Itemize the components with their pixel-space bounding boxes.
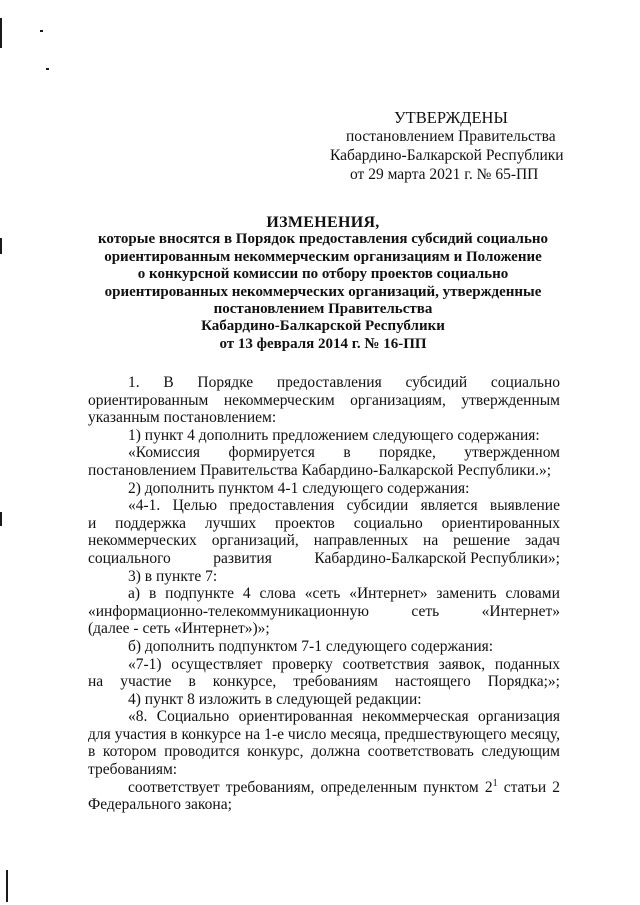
requirement-paragraph: соответствует требованиям, определенным пунктом $2^1$ статьи 2 Федерального закона; [88, 777, 560, 814]
item-1: 1) пункт 4 дополнить предложением следующего содержания: [128, 426, 540, 444]
quote-line: на участие в конкурсе, требованиям настоящего Порядка;»; [88, 673, 560, 691]
scan-mark [0, 512, 2, 526]
item-4: 4) пункт 8 изложить в следующей редакции: [128, 690, 422, 708]
subitem-b: б) дополнить подпунктом 7-1 следующего содержания: [128, 637, 494, 655]
approval-block [300, 108, 600, 184]
scan-mark [40, 30, 43, 32]
title-line: о конкурсной комиссии по отбору проектов социально [137, 266, 509, 283]
item-2: 2) дополнить пунктом 4-1 следующего содержания: [128, 479, 470, 497]
title-line: ориентированным некоммерческим организациям и Положение [104, 248, 542, 265]
approval-line: Кабардино-Балкарской Республики [330, 147, 564, 164]
approval-line: постановлением Правительства [346, 128, 556, 145]
paragraph-line: ориентированным некоммерческим организациям, утвержденным [88, 391, 560, 409]
quote-line: социального развития Кабардино-Балкарской Республики»; [88, 549, 560, 567]
scan-mark [46, 68, 49, 70]
subitem-line: «информационно-телекоммуникационную сеть «Интернет» [88, 602, 560, 620]
scan-mark [0, 238, 2, 254]
quote-line: «7-1) осуществляет проверку соответствия заявок, поданных [128, 655, 560, 673]
quote-line: постановлением Правительства Кабардино-Балкарской Республики.»; [88, 461, 552, 479]
quote-line: некоммерческих организаций, направленных на решение задач [88, 532, 560, 550]
approval-date: от 29 марта 2021 г. № 65-ПП [350, 166, 539, 183]
paragraph-line: 1. В Порядке предоставления субсидий социально [128, 374, 560, 391]
quote-line: «4-1. Целью предоставления субсидии является выявление [128, 497, 560, 515]
title-line: которые вносятся в Порядок предоставления субсидий социально [97, 231, 549, 248]
item-3: 3) в пункте 7: [128, 567, 218, 585]
approval-heading: УТВЕРЖДЕНЫ [394, 108, 508, 127]
title-main: ИЗМЕНЕНИЯ, [266, 214, 380, 231]
scan-mark [0, 18, 2, 48]
title-line: Кабардино-Балкарской Республики [201, 318, 445, 335]
subitem-line: а) в подпункте 4 слова «сеть «Интернет» заменить словами [128, 585, 560, 603]
quote-line: «Комиссия формируется в порядке, утвержденном [128, 444, 560, 462]
quote-paragraph: «8. Социально ориентированная некоммерческая организация для участия в конкурсе на 1-е число месяца, предшествующего месяцу, в котором проводится конкурс, должна соответствовать следующим требованиям: [88, 708, 560, 779]
scan-mark [6, 870, 8, 902]
title-line: постановлением Правительства [213, 301, 433, 318]
title-line: от 13 февраля 2014 г. № 16-ПП [219, 335, 427, 352]
superscript: 1 [492, 777, 498, 789]
quote-line: и поддержка лучших проектов социально ориентированных [88, 514, 560, 532]
subitem-line: (далее - сеть «Интернет»)»; [88, 620, 270, 638]
document-body [88, 374, 560, 814]
document-title [86, 214, 560, 353]
title-line: ориентированных некоммерческих организаций, утвержденные [104, 283, 542, 300]
paragraph-line: указанным постановлением: [88, 409, 277, 427]
